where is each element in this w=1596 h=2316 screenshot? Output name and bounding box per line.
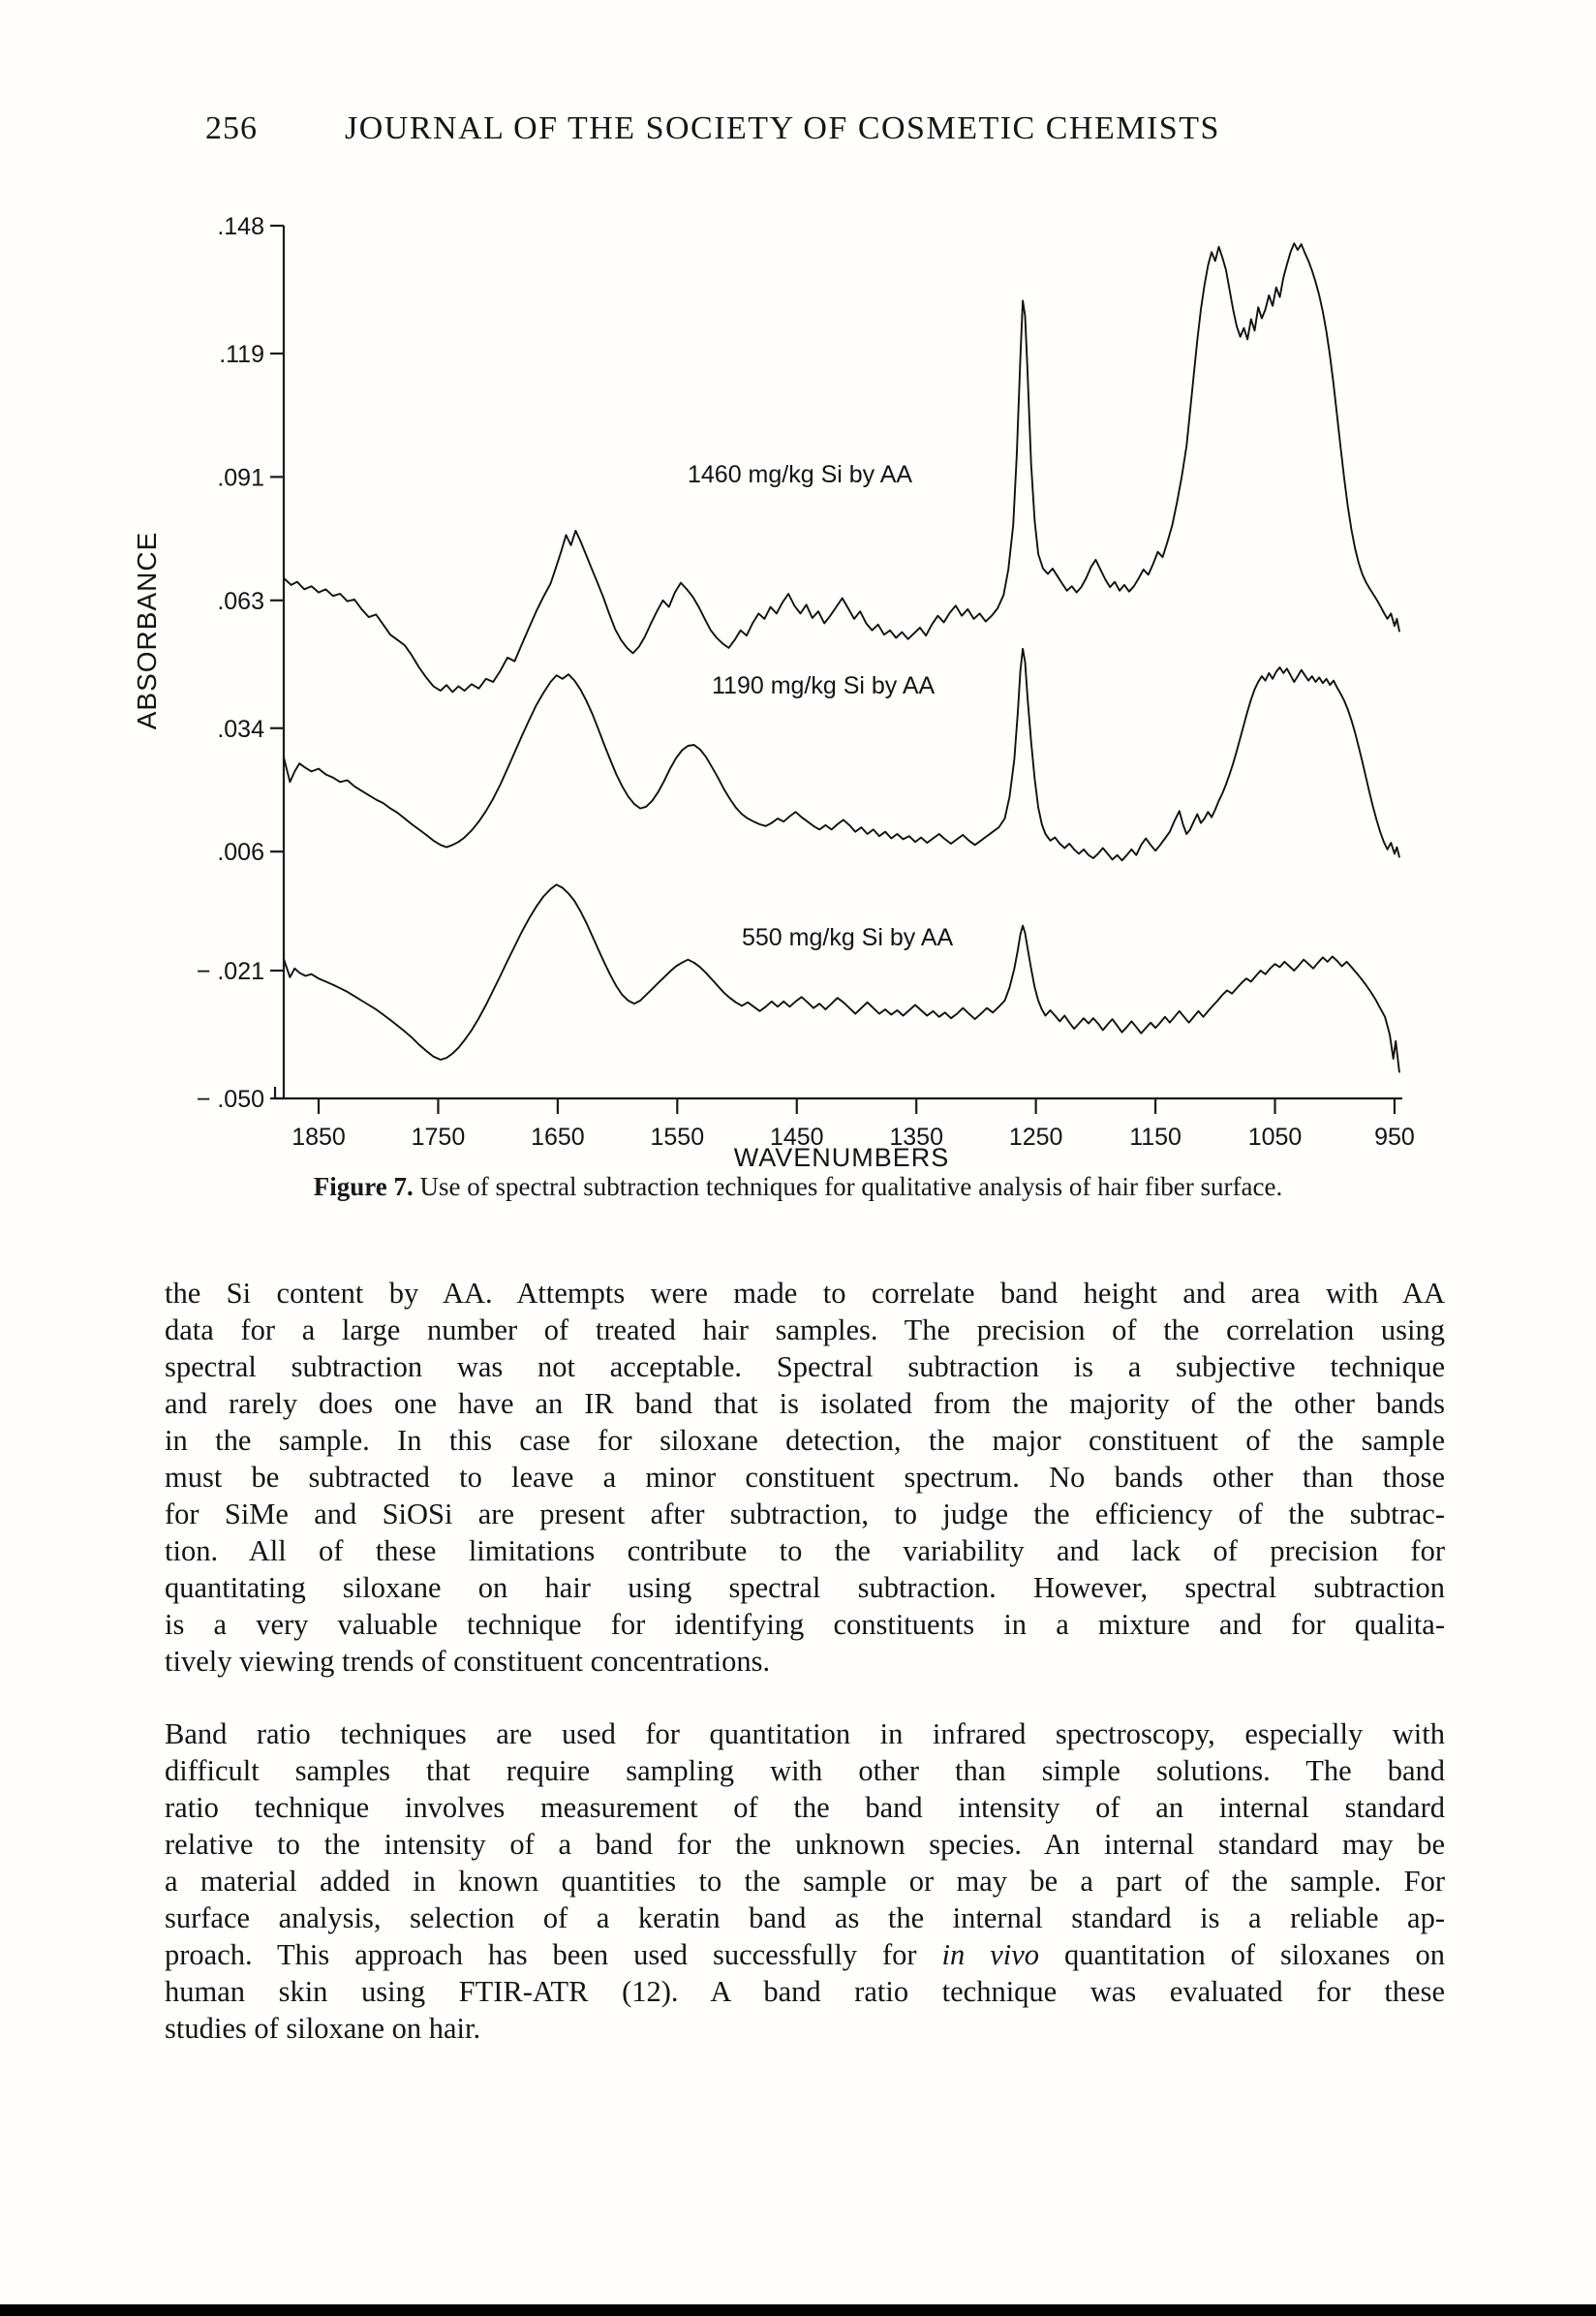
x-tick-label: 1150: [1129, 1124, 1182, 1151]
journal-header: JOURNAL OF THE SOCIETY OF COSMETIC CHEMISTS: [345, 110, 1220, 146]
figure-caption-label: Figure 7.: [313, 1172, 414, 1201]
text-line: in the sample. In this case for siloxane detection, the major constituent of the sample: [165, 1424, 1445, 1457]
x-tick-label: 1050: [1247, 1124, 1303, 1151]
page-number: 256: [205, 110, 258, 146]
x-tick-label: 1650: [531, 1124, 585, 1151]
text-line: human skin using FTIR-ATR (12). A band ratio technique was evaluated for these: [165, 1975, 1445, 2008]
text-line: proach. This approach has been used successfully for in vivo quantitation of siloxanes on: [165, 1938, 1445, 1971]
text-line: must be subtracted to leave a minor constituent spectrum. No bands other than those: [165, 1461, 1445, 1494]
paragraph: [165, 1275, 1445, 1680]
text-line: a material added in known quantities to the sample or may be a part of the sample. For: [165, 1865, 1445, 1898]
y-tick-label: .119: [219, 340, 264, 368]
text-line: the Si content by AA. Attempts were made to correlate band height and area with AA: [165, 1277, 1445, 1310]
x-tick-label: 1550: [650, 1124, 705, 1151]
text-line: is a very valuable technique for identifying constituents in a mixture and for qualita-: [165, 1608, 1445, 1641]
text-line: studies of siloxane on hair.: [165, 2012, 481, 2045]
curve-label-1190: 1190 mg/kg Si by AA: [712, 672, 936, 699]
text-line: quantitating siloxane on hair using spectral subtraction. However, spectral subtraction: [165, 1571, 1445, 1604]
body-text: [165, 1275, 1445, 2047]
y-axis-title: ABSORBANCE: [132, 531, 162, 730]
x-tick-label: 1350: [889, 1124, 944, 1151]
curve-label-1460: 1460 mg/kg Si by AA: [688, 461, 913, 488]
figure-7-chart: [0, 194, 1596, 1201]
figure-caption-text: Use of spectral subtraction techniques for qualitative analysis of hair fiber surface.: [419, 1172, 1283, 1201]
text-line: and rarely does one have an IR band that is isolated from the majority of the other bands: [165, 1387, 1445, 1420]
text-line: spectral subtraction was not acceptable. Spectral subtraction is a subjective technique: [165, 1350, 1445, 1383]
y-tick-label: .148: [217, 213, 264, 240]
text-line: Band ratio techniques are used for quantitation in infrared spectroscopy, especially with: [165, 1717, 1445, 1750]
text-line: ratio technique involves measurement of the band intensity of an internal standard: [165, 1791, 1445, 1824]
y-tick-label: .091: [217, 464, 264, 492]
x-tick-label: 950: [1374, 1124, 1415, 1151]
y-tick-label: .034: [217, 715, 264, 743]
x-tick-label: 1250: [1008, 1124, 1063, 1151]
x-axis-title: WAVENUMBERS: [733, 1143, 950, 1172]
text-line: difficult samples that require sampling with other than simple solutions. The band: [165, 1754, 1445, 1787]
y-tick-label: .063: [217, 587, 264, 615]
text-line: relative to the intensity of a band for the unknown species. An internal standard may be: [165, 1828, 1445, 1861]
figure-caption: [169, 1172, 1427, 1202]
paragraph: [165, 1715, 1445, 2047]
text-line: tively viewing trends of constituent concentrations.: [165, 1645, 771, 1678]
x-tick-label: 1850: [292, 1124, 346, 1151]
text-line: data for a large number of treated hair samples. The precision of the correlation using: [165, 1313, 1445, 1346]
text-line: tion. All of these limitations contribute to the variability and lack of precision for: [165, 1534, 1445, 1567]
text-line: surface analysis, selection of a keratin band as the internal standard is a reliable ap-: [165, 1901, 1445, 1934]
y-tick-label: − .021: [196, 958, 264, 986]
curve-label-550: 550 mg/kg Si by AA: [742, 924, 954, 951]
y-tick-label: − .050: [196, 1086, 264, 1113]
spectrum-curve-treated-hair-550: [284, 884, 1399, 1071]
x-tick-label: 1450: [769, 1124, 824, 1151]
y-tick-label: .006: [217, 839, 264, 867]
text-line: for SiMe and SiOSi are present after subtraction, to judge the efficiency of the subtrac-: [165, 1498, 1445, 1530]
scan-edge-bar: [0, 2304, 1596, 2316]
x-tick-label: 1750: [411, 1124, 466, 1151]
